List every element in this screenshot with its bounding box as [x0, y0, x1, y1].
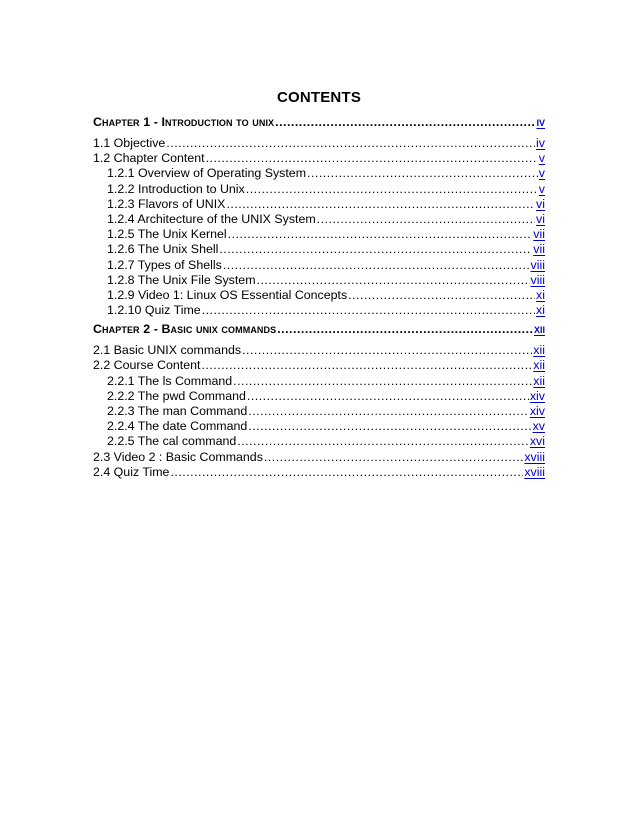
toc-page-link[interactable]: xv	[532, 419, 545, 434]
toc-entry-label: 2.1 Basic UNIX commands	[93, 343, 242, 358]
toc-entry-label: 1.1 Objective	[93, 136, 166, 150]
dot-leader	[264, 450, 523, 465]
toc-entry-2-2[interactable]	[93, 358, 545, 373]
toc-entry-label: 1.2.7 Types of Shells	[107, 257, 222, 272]
toc-page-link[interactable]: xi	[536, 303, 545, 318]
dot-leader	[277, 320, 533, 339]
dot-leader	[166, 136, 535, 151]
toc-page-link[interactable]: v	[538, 151, 545, 166]
toc-entry-1-2-5[interactable]	[93, 227, 545, 242]
toc-entry-2-3[interactable]	[93, 450, 545, 465]
toc-entry-label: 1.2.9 Video 1: Linux OS Essential Concepts	[107, 287, 348, 302]
toc-entry-2-2-5[interactable]	[93, 434, 545, 449]
toc-page-link[interactable]: iv	[536, 115, 545, 129]
dot-leader	[317, 212, 535, 227]
dot-leader	[275, 113, 535, 132]
toc-page-link[interactable]: xvi	[529, 434, 545, 449]
toc-entry-1-2-6[interactable]	[93, 242, 545, 257]
toc-chapter-1[interactable]	[93, 113, 545, 132]
dot-leader	[228, 227, 533, 242]
toc-page-link[interactable]: vi	[536, 196, 545, 211]
toc-entry-label: 2.2.4 The date Command	[107, 419, 248, 434]
toc-entry-1-2-8[interactable]	[93, 273, 545, 288]
toc-page-link[interactable]: v	[538, 181, 545, 196]
toc-page-link[interactable]: vii	[533, 227, 545, 242]
toc-entry-label: 1.2.4 Architecture of the UNIX System	[107, 211, 316, 226]
toc-page-link[interactable]: xii	[533, 322, 545, 337]
toc-entry-label: 2.2.3 The man Command	[107, 404, 248, 418]
toc-entry-1-2-3[interactable]	[93, 197, 545, 212]
dot-leader	[219, 242, 532, 257]
toc-entry-2-2-2[interactable]	[93, 389, 545, 404]
dot-leader	[170, 465, 523, 480]
toc-entry-1-2-1[interactable]	[93, 166, 545, 181]
toc-page-link[interactable]: xii	[533, 343, 545, 358]
dot-leader	[246, 182, 538, 197]
toc-entry-label: 1.2.8 The Unix File System	[107, 272, 256, 287]
toc-entry-1-2-10[interactable]	[93, 303, 545, 318]
dot-leader	[247, 389, 529, 404]
toc-page-link[interactable]: xiv	[529, 388, 545, 403]
toc-entry-2-2-1[interactable]	[93, 374, 545, 389]
toc-entry-label: 1.2.10 Quiz Time	[107, 303, 201, 318]
toc-entry-1-2-9[interactable]	[93, 288, 545, 303]
dot-leader	[348, 288, 535, 303]
toc-entry-label: 1.2.2 Introduction to Unix	[107, 181, 245, 196]
dot-leader	[307, 166, 538, 181]
toc-page-link[interactable]: xviii	[524, 464, 545, 479]
toc-entry-label: 2.4 Quiz Time	[93, 464, 170, 479]
toc-page-link[interactable]: iv	[536, 136, 545, 150]
toc-entry-2-1[interactable]	[93, 343, 545, 358]
toc-entry-label: 2.2.2 The pwd Command	[107, 388, 246, 403]
toc-page-link[interactable]: xii	[533, 373, 545, 388]
toc-entry-label: 2.2.1 The ls Command	[107, 373, 233, 388]
page-title: CONTENTS	[276, 89, 362, 106]
toc-entry-label: 1.2 Chapter Content	[93, 151, 205, 166]
dot-leader	[226, 197, 535, 212]
dot-leader	[202, 303, 535, 318]
toc-entry-1-2-7[interactable]	[93, 258, 545, 273]
toc-entry-label: 1.2.3 Flavors of UNIX	[107, 196, 226, 211]
toc-page-link[interactable]: vi	[536, 211, 545, 226]
toc-entry-label: 2.3 Video 2 : Basic Commands	[93, 449, 263, 464]
table-of-contents	[93, 113, 545, 480]
toc-page-link[interactable]: xi	[536, 287, 545, 302]
dot-leader	[248, 404, 529, 419]
dot-leader	[248, 419, 531, 434]
toc-entry-2-2-3[interactable]	[93, 404, 545, 419]
toc-page-link[interactable]: xviii	[524, 449, 545, 464]
toc-entry-label: 1.2.6 The Unix Shell	[107, 242, 219, 257]
toc-page-link[interactable]: xiv	[529, 404, 545, 418]
toc-page-link[interactable]: viii	[530, 257, 545, 272]
toc-page-link[interactable]: vii	[533, 242, 545, 257]
toc-entry-1-2-4[interactable]	[93, 212, 545, 227]
dot-leader	[233, 374, 532, 389]
dot-leader	[242, 343, 532, 358]
toc-entry-label: 2.2 Course Content	[93, 358, 201, 373]
dot-leader	[223, 258, 530, 273]
toc-entry-2-4[interactable]	[93, 465, 545, 480]
dot-leader	[257, 273, 530, 288]
toc-entry-2-2-4[interactable]	[93, 419, 545, 434]
toc-entry-1-1[interactable]	[93, 136, 545, 151]
toc-chapter-label: Chapter 2 - Basic unix commands	[93, 322, 277, 337]
dot-leader	[206, 151, 538, 166]
toc-entry-1-2[interactable]	[93, 151, 545, 166]
toc-page-link[interactable]: xii	[533, 358, 545, 373]
toc-entry-label: 1.2.1 Overview of Operating System	[107, 166, 307, 181]
toc-entry-label: 1.2.5 The Unix Kernel	[107, 227, 227, 242]
toc-entry-1-2-2[interactable]	[93, 182, 545, 197]
toc-entry-label: 2.2.5 The cal command	[107, 434, 237, 449]
dot-leader	[201, 358, 532, 373]
toc-chapter-2[interactable]	[93, 320, 545, 339]
toc-page-link[interactable]: viii	[530, 272, 545, 287]
dot-leader	[237, 434, 529, 449]
toc-chapter-label: Chapter 1 - Introduction to unix	[93, 115, 275, 129]
toc-page-link[interactable]: v	[538, 166, 545, 181]
